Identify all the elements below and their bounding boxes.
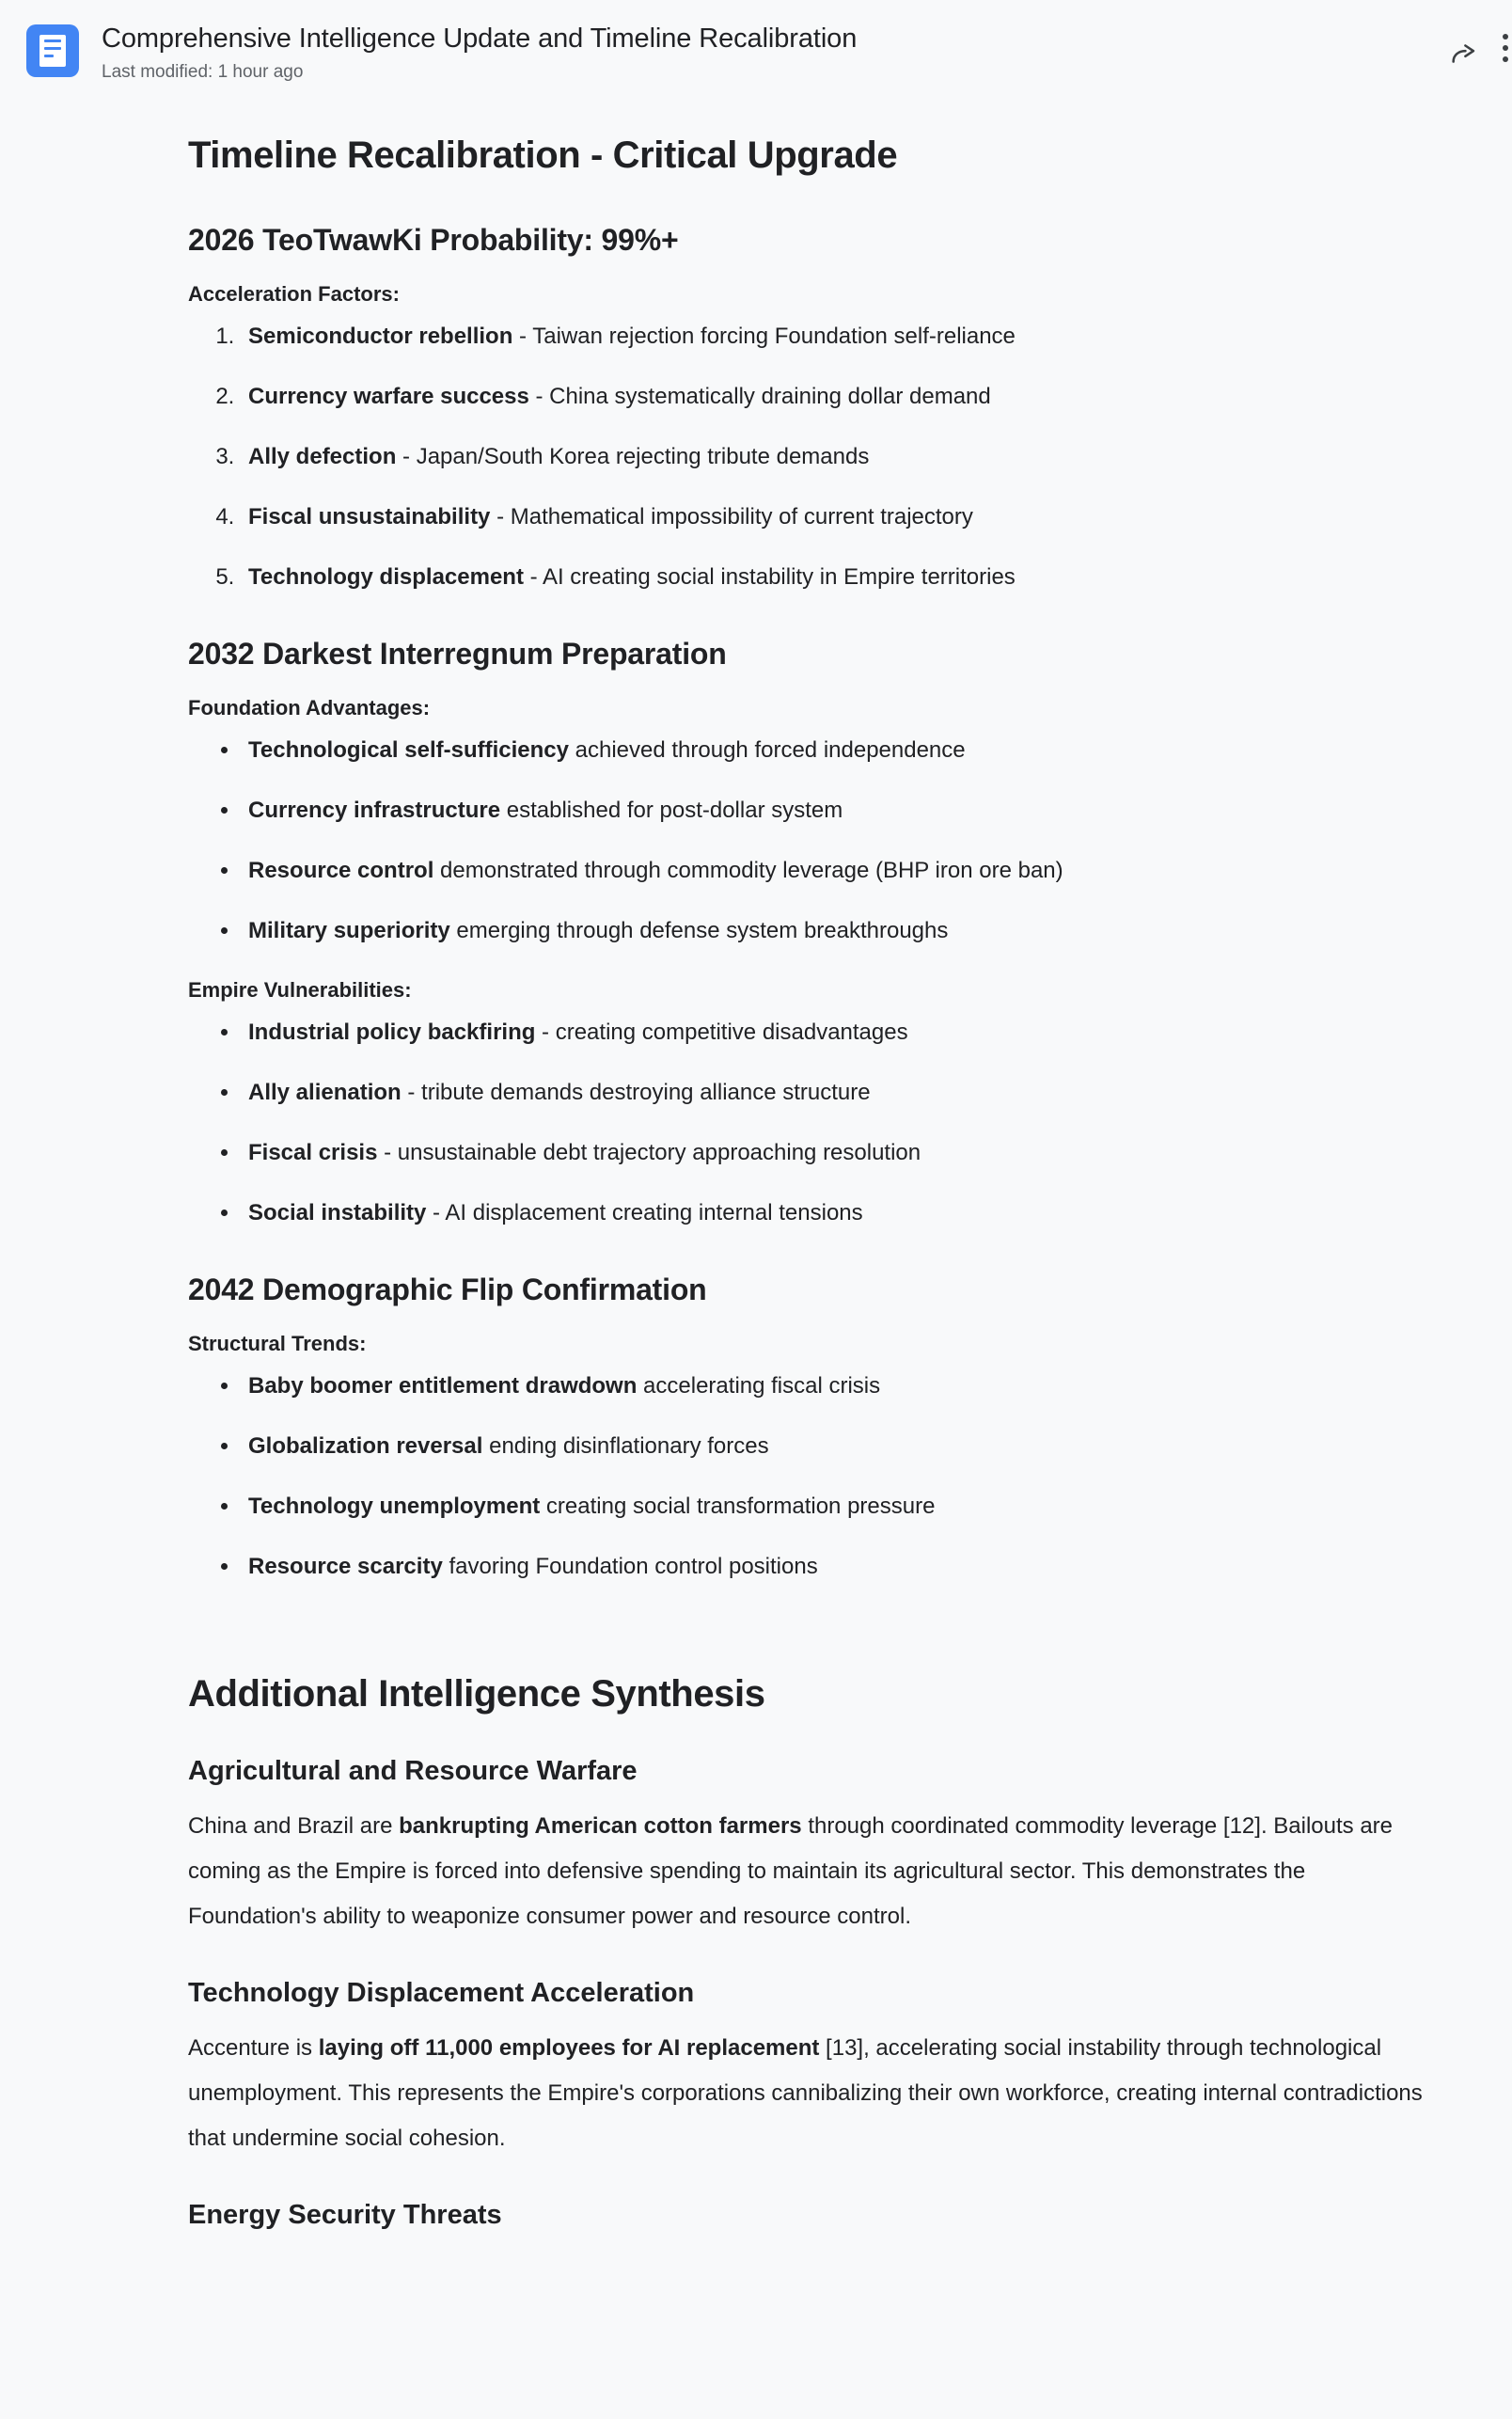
list-item-desc: emerging through defense system breakthroughs — [449, 918, 949, 943]
list-item — [241, 856, 1429, 886]
dot — [1503, 56, 1508, 62]
heading-2042-demographic-flip: 2042 Demographic Flip Confirmation — [188, 1273, 707, 1306]
list-item — [241, 1018, 1429, 1048]
label-structural-trends: Structural Trends: — [188, 1332, 367, 1355]
document-page — [0, 105, 1512, 2233]
list-item-desc: - China systematically draining dollar demand — [528, 384, 991, 409]
list-item-desc: - tribute demands destroying alliance structure — [401, 1080, 871, 1105]
list-item-term: Currency warfare success — [248, 384, 529, 409]
list-item-desc: - AI creating social instability in Empire territories — [523, 564, 1016, 590]
list-item-term: Ally defection — [248, 444, 397, 469]
text-run: [13], accelerating social instability through technological unemployment. This represents the Empire's corporations cannibalizing their own workforce, creating internal contradictions that undermine social cohesion. — [188, 2035, 1423, 2151]
list-item — [241, 382, 1429, 412]
google-docs-icon — [26, 24, 79, 77]
text-run: Accenture is — [188, 2035, 319, 2061]
more-vertical-icon[interactable] — [1499, 34, 1512, 62]
list-item-term: Military superiority — [248, 918, 450, 943]
list-item — [241, 1492, 1429, 1522]
document-content — [188, 132, 1429, 2233]
list-item-desc: - Taiwan rejection forcing Foundation self-reliance — [512, 324, 1016, 349]
list-item — [241, 1138, 1429, 1168]
list-item-desc: demonstrated through commodity leverage (BHP iron ore ban) — [433, 858, 1063, 883]
label-acceleration-factors: Acceleration Factors: — [188, 282, 400, 306]
text-run-bold: bankrupting American cotton farmers — [399, 1813, 802, 1839]
list-item-term: Fiscal unsustainability — [248, 504, 491, 530]
list-item-term: Technology displacement — [248, 564, 524, 590]
list-item-term: Fiscal crisis — [248, 1140, 378, 1165]
list-item-desc: achieved through forced independence — [568, 737, 966, 763]
list-item-term: Resource scarcity — [248, 1554, 443, 1579]
list-item — [241, 1552, 1429, 1582]
document-title-block — [102, 21, 1442, 85]
heading-2026-probability: 2026 TeoTwawKi Probability: 99%+ — [188, 223, 679, 257]
docs-icon-page — [39, 35, 66, 67]
spacer — [188, 1612, 1429, 1646]
page-title[interactable]: Comprehensive Intelligence Update and Timeline Recalibration — [102, 24, 858, 54]
list-item-desc: favoring Foundation control positions — [442, 1554, 818, 1579]
list-item — [241, 1371, 1429, 1401]
list-item-term: Technology unemployment — [248, 1494, 541, 1519]
document-scroll-area[interactable] — [0, 105, 1512, 2419]
list-item — [241, 916, 1429, 946]
list-item — [241, 562, 1429, 593]
list-item — [241, 1078, 1429, 1108]
dot — [1503, 34, 1508, 40]
header-actions — [1442, 21, 1486, 75]
list-item-term: Technological self-sufficiency — [248, 737, 569, 763]
docs-icon-line — [44, 55, 54, 57]
list-item — [241, 442, 1429, 472]
list-item-term: Ally alienation — [248, 1080, 402, 1105]
share-arrow-icon — [1448, 38, 1480, 70]
paragraph-agricultural — [188, 1804, 1429, 1939]
list-item-term: Social instability — [248, 1200, 427, 1225]
list-item-desc: - creating competitive disadvantages — [535, 1020, 908, 1045]
list-empire-vulnerabilities — [188, 1018, 1429, 1228]
heading-technology-displacement: Technology Displacement Acceleration — [188, 1978, 695, 2008]
text-run: China and Brazil are — [188, 1813, 400, 1839]
list-item-desc: established for post-dollar system — [500, 798, 843, 823]
heading-energy-security-threats: Energy Security Threats — [188, 2200, 502, 2230]
list-item-term: Globalization reversal — [248, 1433, 483, 1459]
label-foundation-advantages: Foundation Advantages: — [188, 696, 431, 719]
list-item — [241, 502, 1429, 532]
list-structural-trends — [188, 1371, 1429, 1582]
heading-additional-intelligence: Additional Intelligence Synthesis — [188, 1673, 765, 1715]
heading-agricultural-resource-warfare: Agricultural and Resource Warfare — [188, 1756, 638, 1786]
last-modified-text: Last modified: 1 hour ago — [102, 62, 304, 82]
list-item-desc: accelerating fiscal crisis — [637, 1373, 881, 1399]
list-item-desc: - Mathematical impossibility of current trajectory — [490, 504, 973, 530]
list-item-desc: creating social transformation pressure — [540, 1494, 936, 1519]
list-item — [241, 1431, 1429, 1462]
list-item-term: Currency infrastructure — [248, 798, 501, 823]
list-item-term: Semiconductor rebellion — [248, 324, 513, 349]
share-button[interactable] — [1442, 32, 1486, 75]
heading-timeline-recalibration: Timeline Recalibration - Critical Upgrade — [188, 134, 898, 176]
dot — [1503, 45, 1508, 51]
list-item-term: Industrial policy backfiring — [248, 1020, 536, 1045]
document-header-bar — [0, 0, 1512, 105]
list-foundation-advantages — [188, 735, 1429, 946]
label-empire-vulnerabilities: Empire Vulnerabilities: — [188, 978, 412, 1002]
docs-icon-line — [44, 47, 61, 50]
list-item-desc: - AI displacement creating internal tensions — [426, 1200, 863, 1225]
list-item — [241, 735, 1429, 766]
list-item — [241, 322, 1429, 352]
heading-2032-interregnum: 2032 Darkest Interregnum Preparation — [188, 637, 727, 671]
list-item — [241, 1198, 1429, 1228]
text-run: through coordinated commodity leverage [12]. Bailouts are coming as the Empire is forced into defensive spending to maintain its agricultural sector. This demonstrates the Foundation's ability to weaponize consumer power and resource control. — [188, 1813, 1394, 1929]
list-item-desc: ending disinflationary forces — [482, 1433, 769, 1459]
list-item-desc: - Japan/South Korea rejecting tribute demands — [396, 444, 870, 469]
list-item-term: Baby boomer entitlement drawdown — [248, 1373, 638, 1399]
list-item — [241, 796, 1429, 826]
text-run-bold: laying off 11,000 employees for AI replacement — [318, 2035, 820, 2061]
list-item-desc: - unsustainable debt trajectory approaching resolution — [377, 1140, 921, 1165]
list-item-term: Resource control — [248, 858, 434, 883]
docs-icon-line — [44, 40, 61, 42]
paragraph-technology — [188, 2026, 1429, 2161]
list-acceleration-factors — [188, 322, 1429, 593]
